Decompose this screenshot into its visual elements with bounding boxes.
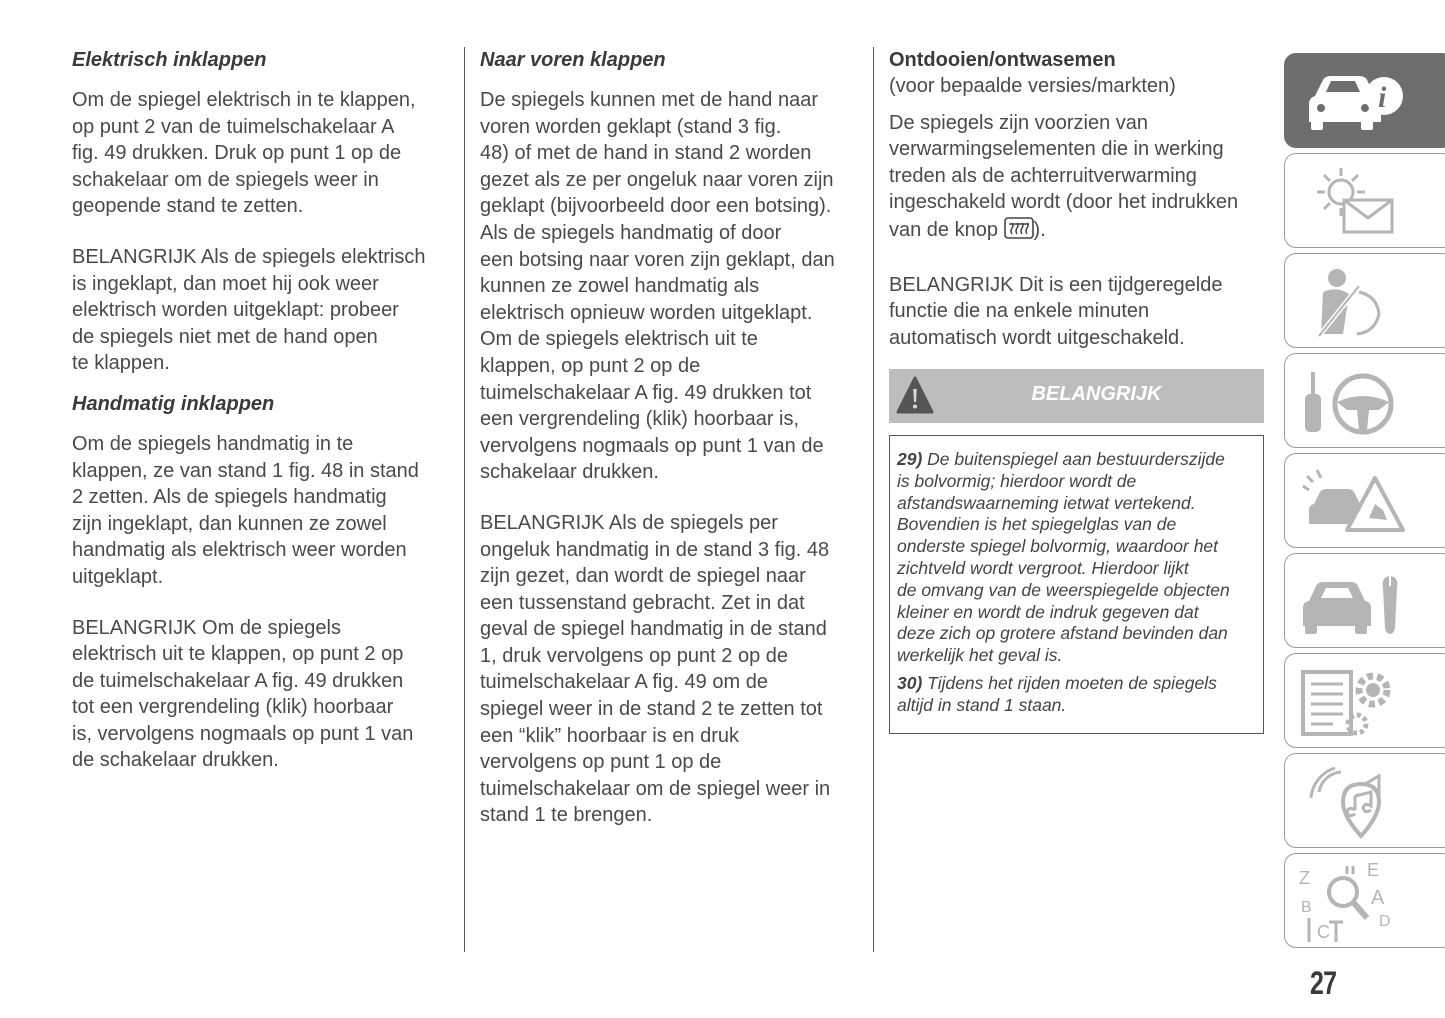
multimedia-icon xyxy=(1299,762,1409,842)
tab-starting-driving[interactable] xyxy=(1284,353,1445,448)
warning-header xyxy=(889,369,1264,423)
rear-defrost-button-icon xyxy=(1004,216,1034,248)
heading-ontdooien: Ontdooien/ontwasemen xyxy=(889,49,1116,71)
key-steering-icon xyxy=(1299,362,1409,442)
subheading-versions: (voor bepaalde versies/markten) xyxy=(889,75,1176,97)
heading-elektrisch-inklappen: Elektrisch inklappen xyxy=(72,49,267,71)
note-text: Tijdens het rijden moeten de spiegels altijd in stand 1 staan. xyxy=(897,672,1217,715)
page-number: 27 xyxy=(1310,965,1337,1001)
maintenance-icon xyxy=(1299,562,1409,642)
tab-technical-data[interactable] xyxy=(1284,653,1445,748)
tab-emergency[interactable] xyxy=(1284,453,1445,548)
column-1 xyxy=(72,47,447,798)
tab-car-info[interactable] xyxy=(1284,53,1445,148)
tab-maintenance[interactable] xyxy=(1284,553,1445,648)
paragraph: Om de spiegels handmatig in te klappen, ze van stand 1 fig. 48 in stand 2 zetten. Als de spiegels handmatig zijn ingeklapt, dan kunnen ze zowel handmatig als elektrisch weer worden uitgeklapt. xyxy=(72,432,419,588)
note-number: 30) xyxy=(897,672,923,693)
dashboard-lights-icon xyxy=(1299,162,1409,242)
heading-handmatig-inklappen: Handmatig inklappen xyxy=(72,392,275,415)
emergency-icon xyxy=(1299,462,1409,542)
tab-dashboard[interactable] xyxy=(1284,153,1445,248)
warning-note-29 xyxy=(897,449,1257,667)
car-info-icon xyxy=(1299,62,1409,142)
svg-text:E: E xyxy=(1367,862,1380,880)
svg-text:i: i xyxy=(1378,81,1387,114)
tab-safety[interactable] xyxy=(1284,253,1445,348)
paragraph xyxy=(889,110,1267,248)
tab-index[interactable] xyxy=(1284,853,1445,948)
warning-title: BELANGRIJK xyxy=(1031,383,1162,405)
svg-text:Z: Z xyxy=(1299,868,1310,888)
svg-text:D: D xyxy=(1379,913,1391,930)
paragraph: BELANGRIJK Dit is een tijdgeregelde functie die na enkele minuten automatisch wordt uitgeschakeld. xyxy=(889,273,1223,349)
svg-text:C: C xyxy=(1317,922,1330,942)
paragraph-text: ). xyxy=(1033,218,1046,241)
paragraph-text: De spiegels zijn voorzien van verwarmingselementen die in werking treden als de achterruitverwarming ingeschakeld wordt (door het indrukken van de knop xyxy=(889,111,1239,241)
safety-airbag-icon xyxy=(1299,262,1409,342)
column-divider xyxy=(873,47,874,952)
technical-data-icon xyxy=(1299,662,1409,742)
paragraph: De spiegels kunnen met de hand naar voren worden geklapt (stand 3 fig. 48) of met de hand in stand 2 worden gezet als ze per ongeluk naar voren zijn geklapt (bijvoorbeeld door een botsing). Als de spiegels handmatig of door een botsing naar voren zijn geklapt, dan kunnen ze zowel handmatig als elektrisch opnieuw worden uitgeklapt. Om de spiegels elektrisch uit te klappen, op punt 2 op de tuimelschakelaar A fig. 49 drukken tot een vergrendeling (klik) hoorbaar is, vervolgens nogmaals op punt 1 van de schakelaar drukken. xyxy=(480,89,835,484)
paragraph: Om de spiegel elektrisch in te klappen, op punt 2 van de tuimelschakelaar A fig. 49 drukken. Druk op punt 1 op de schakelaar om de spiegels weer in geopende stand te zetten. xyxy=(72,89,416,218)
column-3 xyxy=(889,47,1267,375)
heading-naar-voren-klappen: Naar voren klappen xyxy=(480,49,666,71)
warning-note-30 xyxy=(897,673,1257,717)
index-icon xyxy=(1299,862,1409,942)
column-divider xyxy=(464,47,465,952)
paragraph: BELANGRIJK Als de spiegels per ongeluk handmatig in de stand 3 fig. 48 zijn gezet, dan wordt de spiegel naar een tussenstand gebracht. Zet in dat geval de spiegel handmatig in de stand 1, druk vervolgens op punt 2 op de tuimelschakelaar A fig. 49 om de spiegel weer in de stand 2 te zetten tot een “klik” hoorbaar is en druk vervolgens op punt 1 op de tuimelschakelaar om de spiegel weer in stand 1 te brengen. xyxy=(480,511,831,827)
note-text: De buitenspiegel aan bestuurderszijde is bolvormig; hierdoor wordt de afstandswaarneming ietwat vertekend. Bovendien is het spiegelglas van de onderste spiegel bolvormig, waardoor het zichtveld wordt vergroot. Hierdoor lijkt de omvang van de weerspiegelde objecten kleiner en wordt de indruk gegeven dat deze zich op grotere afstand bevinden dan werkelijk het geval is. xyxy=(897,449,1230,666)
column-2 xyxy=(480,47,860,853)
paragraph: BELANGRIJK Als de spiegels elektrisch is ingeklapt, dan moet hij ook weer elektrisch worden uitgeklapt: probeer de spiegels niet met de hand open te klappen. xyxy=(72,245,426,375)
tab-multimedia[interactable] xyxy=(1284,753,1445,848)
svg-text:A: A xyxy=(1371,887,1385,909)
paragraph: BELANGRIJK Om de spiegels elektrisch uit te klappen, op punt 2 op de tuimelschakelaar A fig. 49 drukken tot een vergrendeling (klik) hoorbaar is, vervolgens nogmaals op punt 1 van de schakelaar drukken. xyxy=(72,616,414,772)
note-number: 29) xyxy=(897,449,923,469)
warning-notes-box xyxy=(889,435,1264,734)
svg-text:B: B xyxy=(1301,899,1312,916)
